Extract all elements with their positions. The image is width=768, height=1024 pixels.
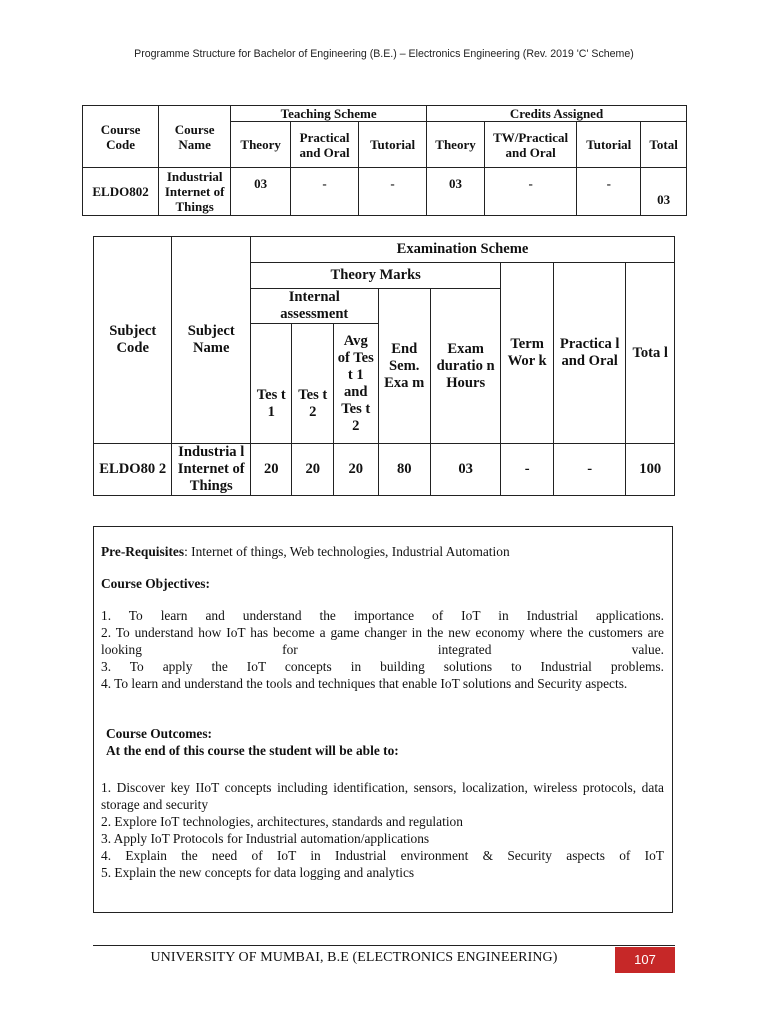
running-header: Programme Structure for Bachelor of Engineering (B.E.) – Electronics Engineering (Rev. 2019 'C' Scheme) — [134, 48, 634, 60]
term-work-header: Term Wor k — [501, 263, 554, 444]
test1-value: 20 — [250, 444, 292, 496]
list-item — [101, 779, 664, 813]
ca-tutorial-value: - — [577, 168, 641, 216]
outcomes-title — [101, 725, 664, 759]
ca-tutorial-header: Tutorial — [577, 122, 641, 168]
ca-total-value: 03 — [641, 168, 687, 216]
average-value: 20 — [333, 444, 378, 496]
internal-assessment-header: Internal assessment — [250, 289, 378, 324]
total-header: Tota l — [626, 263, 675, 444]
average-header: Avg of Tes t 1 and Tes t 2 — [333, 324, 378, 444]
test2-header: Tes t 2 — [292, 324, 334, 444]
ts-tutorial-value: - — [359, 168, 427, 216]
test2-value: 20 — [292, 444, 334, 496]
total-value: 100 — [626, 444, 675, 496]
table-row — [94, 444, 675, 496]
table-row — [83, 168, 687, 216]
subject-name: Industria l Internet of Things — [172, 444, 251, 496]
outcome-text: 1. Discover key IIoT concepts including identification, sensors, localization, wireless protocols, data storage and security — [101, 780, 664, 812]
practical-oral-header: Practica l and Oral — [553, 263, 626, 444]
objectives-list — [101, 607, 664, 692]
practical-oral-value: - — [553, 444, 626, 496]
ts-theory-header: Theory — [231, 122, 291, 168]
ts-practical-value: - — [291, 168, 359, 216]
course-code-header: Course Code — [83, 106, 159, 168]
theory-marks-header: Theory Marks — [250, 263, 500, 289]
prerequisites-label: Pre-Requisites — [101, 544, 185, 559]
ca-theory-value: 03 — [427, 168, 485, 216]
prerequisites — [101, 543, 664, 560]
end-sem-header: End Sem. Exa m — [378, 289, 430, 444]
teaching-scheme-header: Teaching Scheme — [231, 106, 427, 122]
list-item: 1. To learn and understand the importance of IoT in Industrial applications. — [101, 608, 664, 623]
footer-text: UNIVERSITY OF MUMBAI, B.E (ELECTRONICS ENGINEERING) — [150, 950, 558, 965]
examination-scheme-table — [93, 236, 675, 496]
exam-duration-value: 03 — [430, 444, 500, 496]
list-item: 2. Explore IoT technologies, architectures, standards and regulation — [101, 814, 463, 829]
prerequisites-text: : Internet of things, Web technologies, Industrial Automation — [184, 544, 510, 559]
ca-tw-header: TW/Practical and Oral — [484, 122, 576, 168]
list-item: 4. To learn and understand the tools and techniques that enable IoT solutions and Security aspects. — [101, 676, 628, 691]
subject-name-header: Subject Name — [172, 237, 251, 444]
outcomes-heading: Course Outcomes: — [106, 726, 212, 741]
subject-code: ELDO80 2 — [94, 444, 172, 496]
list-item: 2. To understand how IoT has become a game changer in the new economy where the customers are looking for integrated value. — [101, 625, 664, 657]
term-work-value: - — [501, 444, 554, 496]
teaching-scheme-table — [82, 105, 687, 216]
syllabus-box — [93, 526, 673, 913]
ts-tutorial-header: Tutorial — [359, 122, 427, 168]
exam-duration-header: Exam duratio n Hours — [430, 289, 500, 444]
subject-code-header: Subject Code — [94, 237, 172, 444]
ts-practical-header: Practical and Oral — [291, 122, 359, 168]
course-code: ELDO802 — [83, 168, 159, 216]
list-item: 3. To apply the IoT concepts in building solutions to Industrial problems. — [101, 659, 664, 674]
exam-scheme-header: Examination Scheme — [250, 237, 674, 263]
footer-rule — [93, 945, 675, 946]
ca-total-header: Total — [641, 122, 687, 168]
outcomes-list — [101, 779, 664, 881]
page-number: 107 — [615, 947, 675, 973]
ca-tw-value: - — [484, 168, 576, 216]
ca-theory-header: Theory — [427, 122, 485, 168]
end-sem-value: 80 — [378, 444, 430, 496]
list-item: 4. Explain the need of IoT in Industrial environment & Security aspects of IoT — [101, 848, 664, 863]
credits-assigned-header: Credits Assigned — [427, 106, 687, 122]
ts-theory-value: 03 — [231, 168, 291, 216]
course-name-header: Course Name — [159, 106, 231, 168]
course-name: Industrial Internet of Things — [159, 168, 231, 216]
list-item: 3. Apply IoT Protocols for Industrial automation/applications — [101, 831, 430, 846]
outcomes-subtitle: At the end of this course the student will be able to: — [106, 743, 399, 758]
test1-header: Tes t 1 — [250, 324, 292, 444]
list-item: 5. Explain the new concepts for data logging and analytics — [101, 865, 415, 880]
objectives-title: Course Objectives: — [101, 576, 210, 591]
